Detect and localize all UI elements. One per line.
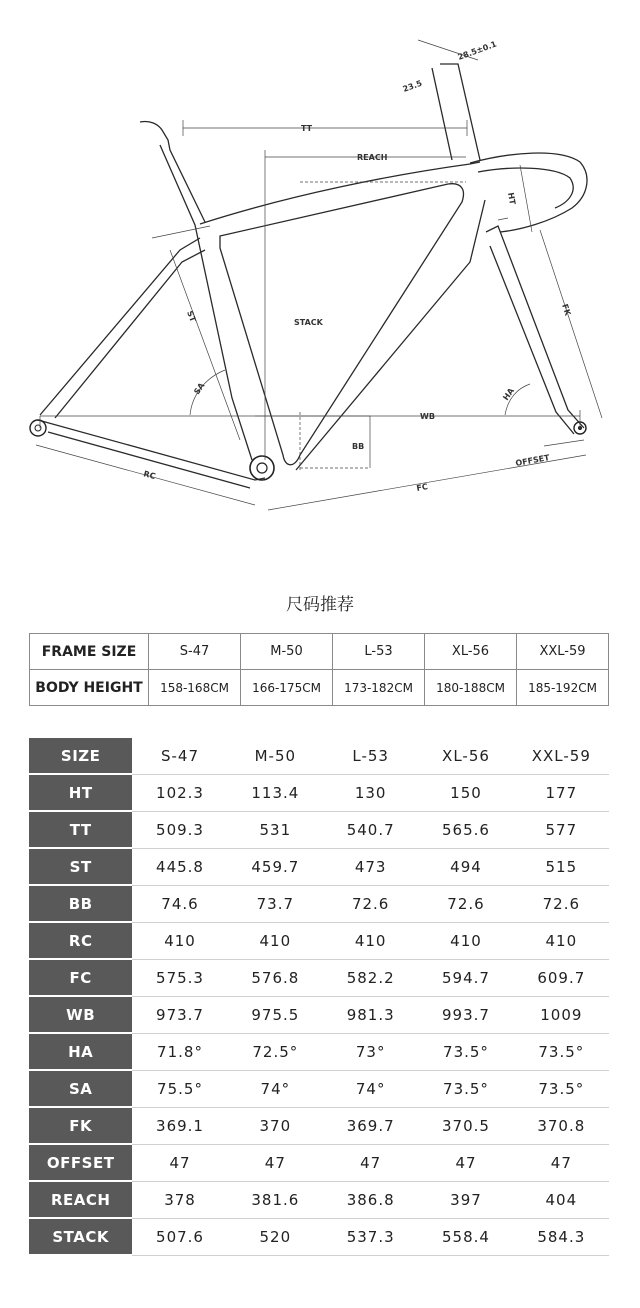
ha-label: HA <box>501 386 517 403</box>
geometry-header-row <box>29 738 609 774</box>
geometry-value-cell: 130 <box>323 774 418 811</box>
seatpost-dimension: 28.5±0.1 <box>456 39 498 62</box>
geometry-value-cell: 410 <box>514 922 609 959</box>
bb-label: BB <box>352 442 365 451</box>
geometry-value-cell: 540.7 <box>323 811 418 848</box>
geometry-value-cell: 558.4 <box>418 1218 513 1255</box>
frame-size-cell: L-53 <box>333 634 425 670</box>
frame-size-cell: XL-56 <box>425 634 517 670</box>
geometry-row-sa <box>29 1070 609 1107</box>
dimension-labels <box>142 39 572 493</box>
geometry-value-cell: 515 <box>514 848 609 885</box>
geometry-value-cell: 973.7 <box>132 996 227 1033</box>
geometry-value-cell: 113.4 <box>228 774 323 811</box>
ht-label: HT <box>506 191 518 206</box>
geometry-value-cell: 72.6 <box>418 885 513 922</box>
geometry-value-cell: 410 <box>418 922 513 959</box>
geometry-row-ha <box>29 1033 609 1070</box>
geometry-value-cell: 993.7 <box>418 996 513 1033</box>
sa-label: SA <box>192 381 207 397</box>
geometry-value-cell: 47 <box>132 1144 227 1181</box>
fk-label: FK <box>560 302 573 317</box>
frame-size-label: FRAME SIZE <box>30 634 149 670</box>
geometry-value-cell: 397 <box>418 1181 513 1218</box>
geometry-row-st <box>29 848 609 885</box>
geometry-value-cell: 73° <box>323 1033 418 1070</box>
geometry-value-cell: 594.7 <box>418 959 513 996</box>
offset-label: OFFSET <box>514 453 551 468</box>
frame-size-row <box>30 634 609 670</box>
frame-size-cell: M-50 <box>241 634 333 670</box>
geometry-value-cell: 410 <box>132 922 227 959</box>
reach-label: REACH <box>357 153 388 162</box>
geometry-value-cell: 72.5° <box>228 1033 323 1070</box>
size-header-cell: XXL-59 <box>514 738 609 774</box>
geometry-value-cell: 410 <box>228 922 323 959</box>
size-header-label: SIZE <box>29 738 132 774</box>
geometry-value-cell: 73.5° <box>418 1070 513 1107</box>
body-height-cell: 166-175CM <box>241 670 333 706</box>
geometry-row-stack <box>29 1218 609 1255</box>
geometry-row-rc <box>29 922 609 959</box>
geometry-row-fc <box>29 959 609 996</box>
size-header-cell: M-50 <box>228 738 323 774</box>
geometry-row-label: BB <box>29 885 132 922</box>
geometry-table <box>29 738 609 1256</box>
geometry-value-cell: 582.2 <box>323 959 418 996</box>
geometry-row-label: TT <box>29 811 132 848</box>
size-recommendation-title: 尺码推荐 <box>286 595 354 615</box>
geometry-value-cell: 72.6 <box>514 885 609 922</box>
geometry-value-cell: 410 <box>323 922 418 959</box>
frame-outline <box>38 64 587 488</box>
geometry-value-cell: 370.8 <box>514 1107 609 1144</box>
geometry-value-cell: 369.1 <box>132 1107 227 1144</box>
geometry-value-cell: 369.7 <box>323 1107 418 1144</box>
geometry-row-label: WB <box>29 996 132 1033</box>
fc-label: FC <box>415 482 429 493</box>
geometry-value-cell: 473 <box>323 848 418 885</box>
geometry-row-label: STACK <box>29 1218 132 1255</box>
frame-size-cell: S-47 <box>149 634 241 670</box>
geometry-value-cell: 71.8° <box>132 1033 227 1070</box>
geometry-value-cell: 981.3 <box>323 996 418 1033</box>
geometry-row-bb <box>29 885 609 922</box>
frame-size-cell: XXL-59 <box>517 634 609 670</box>
geometry-value-cell: 75.5° <box>132 1070 227 1107</box>
geometry-row-ht <box>29 774 609 811</box>
geometry-value-cell: 565.6 <box>418 811 513 848</box>
geometry-value-cell: 378 <box>132 1181 227 1218</box>
geometry-row-label: FK <box>29 1107 132 1144</box>
geometry-value-cell: 150 <box>418 774 513 811</box>
geometry-value-cell: 577 <box>514 811 609 848</box>
geometry-value-cell: 47 <box>514 1144 609 1181</box>
geometry-value-cell: 609.7 <box>514 959 609 996</box>
geometry-value-cell: 73.5° <box>514 1033 609 1070</box>
body-height-row <box>30 670 609 706</box>
geometry-row-reach <box>29 1181 609 1218</box>
tt-label: TT <box>301 124 313 133</box>
geometry-row-label: REACH <box>29 1181 132 1218</box>
geometry-table-body <box>29 738 609 1255</box>
geometry-value-cell: 47 <box>228 1144 323 1181</box>
geometry-value-cell: 576.8 <box>228 959 323 996</box>
geometry-value-cell: 74° <box>323 1070 418 1107</box>
geometry-value-cell: 47 <box>323 1144 418 1181</box>
geometry-row-label: RC <box>29 922 132 959</box>
body-height-cell: 185-192CM <box>517 670 609 706</box>
wb-label: WB <box>420 412 435 421</box>
geometry-row-offset <box>29 1144 609 1181</box>
geometry-row-tt <box>29 811 609 848</box>
size-header-cell: L-53 <box>323 738 418 774</box>
geometry-value-cell: 381.6 <box>228 1181 323 1218</box>
geometry-row-label: FC <box>29 959 132 996</box>
geometry-value-cell: 370 <box>228 1107 323 1144</box>
geometry-value-cell: 386.8 <box>323 1181 418 1218</box>
st-label: ST <box>185 309 198 324</box>
rc-label: RC <box>142 469 157 482</box>
geometry-value-cell: 73.7 <box>228 885 323 922</box>
geometry-value-cell: 102.3 <box>132 774 227 811</box>
size-header-cell: XL-56 <box>418 738 513 774</box>
geometry-row-label: HA <box>29 1033 132 1070</box>
geometry-value-cell: 459.7 <box>228 848 323 885</box>
geometry-value-cell: 520 <box>228 1218 323 1255</box>
body-height-cell: 173-182CM <box>333 670 425 706</box>
geometry-row-fk <box>29 1107 609 1144</box>
body-height-cell: 158-168CM <box>149 670 241 706</box>
geometry-value-cell: 72.6 <box>323 885 418 922</box>
geometry-value-cell: 494 <box>418 848 513 885</box>
geometry-value-cell: 370.5 <box>418 1107 513 1144</box>
size-header-cell: S-47 <box>132 738 227 774</box>
geometry-value-cell: 575.3 <box>132 959 227 996</box>
geometry-value-cell: 584.3 <box>514 1218 609 1255</box>
stack-label: STACK <box>294 318 323 327</box>
bottom-bracket <box>250 456 274 480</box>
geometry-value-cell: 73.5° <box>514 1070 609 1107</box>
bike-frame-geometry-diagram <box>0 0 640 540</box>
geometry-value-cell: 74.6 <box>132 885 227 922</box>
geometry-value-cell: 73.5° <box>418 1033 513 1070</box>
geometry-value-cell: 507.6 <box>132 1218 227 1255</box>
geometry-row-label: SA <box>29 1070 132 1107</box>
rear-dropout <box>30 420 46 436</box>
size-recommendation-table <box>29 633 609 706</box>
clamp-dimension: 23.5 <box>401 78 424 94</box>
geometry-value-cell: 47 <box>418 1144 513 1181</box>
geometry-value-cell: 74° <box>228 1070 323 1107</box>
geometry-value-cell: 537.3 <box>323 1218 418 1255</box>
geometry-row-label: OFFSET <box>29 1144 132 1181</box>
geometry-value-cell: 531 <box>228 811 323 848</box>
geometry-row-label: ST <box>29 848 132 885</box>
geometry-value-cell: 509.3 <box>132 811 227 848</box>
body-height-cell: 180-188CM <box>425 670 517 706</box>
geometry-value-cell: 404 <box>514 1181 609 1218</box>
geometry-row-wb <box>29 996 609 1033</box>
body-height-label: BODY HEIGHT <box>30 670 149 706</box>
geometry-value-cell: 975.5 <box>228 996 323 1033</box>
geometry-value-cell: 1009 <box>514 996 609 1033</box>
geometry-value-cell: 177 <box>514 774 609 811</box>
geometry-row-label: HT <box>29 774 132 811</box>
geometry-value-cell: 445.8 <box>132 848 227 885</box>
